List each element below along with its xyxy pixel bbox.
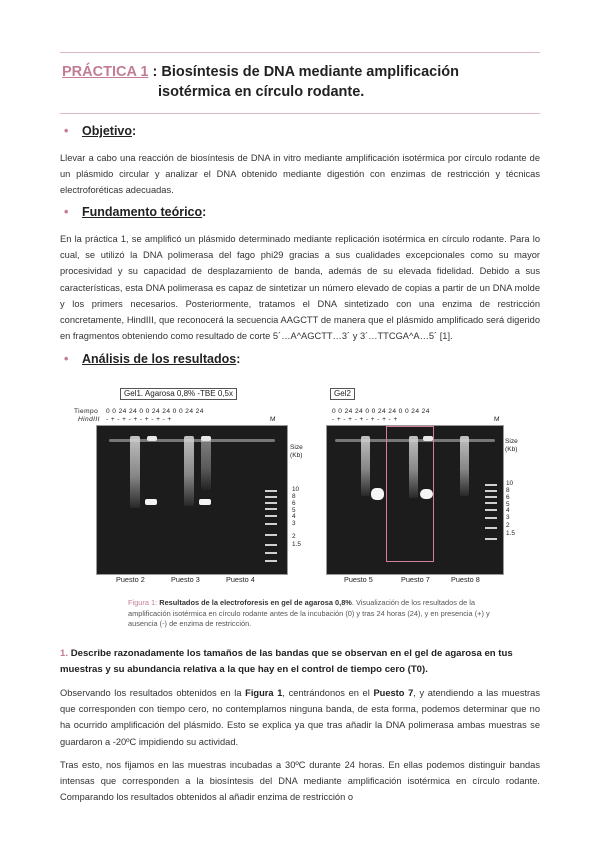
- gel1-ladder-band: [265, 523, 277, 525]
- analisis-title: Análisis de los resultados: [82, 352, 237, 366]
- question-1: [60, 646, 544, 678]
- gel1-ladder-band: [265, 560, 277, 562]
- gel2-band-p5-24: [361, 436, 370, 496]
- gel1-size-marker: 2: [292, 533, 296, 540]
- gel2-puesto: Puesto 7: [401, 575, 430, 584]
- gel1-ladder-band: [265, 534, 277, 536]
- gel1-size-marker: 1.5: [292, 541, 301, 548]
- gel1-band-p3-24: [184, 436, 194, 506]
- title-line-1: Biosíntesis de DNA mediante amplificación: [161, 64, 459, 80]
- bullet-icon: •: [64, 352, 69, 366]
- gel1-puesto: Puesto 3: [171, 575, 200, 584]
- gel1-ladder-band: [265, 515, 277, 517]
- gel1-ladder-band: [265, 490, 277, 492]
- gel1-enzyme-label: HindIII: [78, 416, 100, 423]
- gel1-size-marker: 6: [292, 500, 296, 507]
- gel1-band-p2-24: [130, 436, 140, 508]
- page-title: [62, 62, 542, 102]
- gel1-image: [96, 425, 288, 575]
- answer-paragraph-2: Tras esto, nos fijamos en las muestras incubadas a 30ºC durante 24 horas. En ellas podemos distinguir bandas intensas que corresponden a la biosíntesis del DNA mediante amplificación isotérmica en círculo rodante. Comparando los resultados obtenidos al añadir enzima de restricción o: [60, 760, 540, 803]
- gel2-size-marker: 2: [506, 522, 510, 529]
- bullet-icon: •: [64, 205, 69, 219]
- gel1-size-marker: 10: [292, 486, 300, 493]
- gel2-size-marker: 4: [506, 507, 510, 514]
- gel2-ladder-band: [485, 502, 497, 504]
- figure-caption: [128, 598, 518, 630]
- question-text: Describe razonadamente los tamaños de las bandas que se observan en el gel de agarosa en tus muestras y su abundancia relativa a la que hay en el control de tiempo cero (T0).: [60, 648, 513, 675]
- gel1-size-marker: 5: [292, 507, 296, 514]
- gel2-size-marker: 6: [506, 494, 510, 501]
- gel1-ladder-band: [265, 508, 277, 510]
- fundamento-title: Fundamento teórico: [82, 205, 203, 219]
- gel1-size-marker: 4: [292, 513, 296, 520]
- gel2-ladder-band: [485, 490, 497, 492]
- section-objetivo-heading: [64, 124, 136, 138]
- answer-paragraph-1: [60, 685, 540, 750]
- gel1-enzyme-values: - + - + - + - + - + - +: [106, 416, 172, 423]
- fundamento-text: En la práctica 1, se amplificó un plásmido determinado mediante replicación isotérmica en círculo rodante. Para lo cual, se utilizó la DNA polimerasa del fago phi29 gracias a sus cualidades excepcionales como su mayor procesividad y su capacidad de desplazamiento de banda, además de su elevada fidelidad. Debido a sus características, esta DNA polimerasa es capaz de sintetizar un número elevado de copias a partir de un DNA molde y los primers necesarios. Posteriormente, tratamos el DNA sintetizado con una enzima de restricción concretamente, HindIII, que reconocerá la secuencia AAGCTT de manera que el plásmido amplificado será digerido en fragmentos obteniendo como resultado de corte 5´…A^AGCTT…3´ y 3´…TTCGA^A…5´ [1].: [60, 234, 540, 342]
- gel1-ladder-band: [265, 496, 277, 498]
- title-line-2: isotérmica en círculo rodante.: [158, 84, 365, 100]
- title-rule: [60, 113, 540, 114]
- gel1-label: Gel1. Agarosa 0,8% -TBE 0,5x: [120, 388, 237, 400]
- gel2-ladder-band: [485, 496, 497, 498]
- objetivo-title: Objetivo: [82, 124, 133, 138]
- gel1-tiempo-values: 0 0 24 24 0 0 24 24 0 0 24 24: [106, 408, 204, 415]
- gel1-ladder-band: [265, 544, 277, 546]
- gel1-band-p2-fragment: [145, 499, 157, 505]
- answer-p1-end: , y atendiendo a las muestras que corresponden con tiempo cero, no contemplamos ninguna banda, de esta forma, podemos determinar que no ha ocurrido amplificación del plásmido. Esto se explica ya que tras añadir la DNA polimerasa ambas muestras se guardaron a -20ºC impidiendo su actividad.: [60, 688, 540, 747]
- gel1-size-marker: 8: [292, 493, 296, 500]
- gel2-tiempo-values: 0 0 24 24 0 0 24 24 0 0 24 24: [332, 408, 430, 415]
- caption-figure-label: Figura 1:: [128, 598, 158, 607]
- gel2-size-marker: 8: [506, 487, 510, 494]
- caption-bold: Resultados de la electroforesis en gel de agarosa 0,8%: [159, 598, 352, 607]
- gel2-size-marker: 3: [506, 514, 510, 521]
- fundamento-colon: :: [202, 205, 207, 219]
- gel1-band-p2-24-hind: [147, 436, 157, 441]
- gel2-size-marker: 10: [506, 480, 514, 487]
- gel2-band-p8-24: [460, 436, 469, 496]
- objetivo-text: Llevar a cabo una reacción de biosíntesis de DNA in vitro mediante amplificación isotérmica por círculo rodante de un plásmido circular y analizar el DNA obtenido mediante digestión con enzimas de restricción y técnicas electroforéticas adecuadas.: [60, 153, 540, 196]
- gel2-enzyme-values: - + - + - + - + - + - +: [332, 416, 398, 423]
- gel2-band-p5-fragment: [371, 488, 384, 500]
- gel1-puesto: Puesto 4: [226, 575, 255, 584]
- answer-p1-start: Observando los resultados obtenidos en la: [60, 688, 246, 698]
- gel2-label: Gel2: [330, 388, 355, 400]
- objetivo-colon: :: [132, 124, 137, 138]
- gel2-size-label: Size (Kb): [505, 438, 518, 453]
- practice-label: PRÁCTICA 1: [62, 64, 149, 80]
- question-number: 1.: [60, 648, 69, 659]
- gel1-size-marker: 3: [292, 520, 296, 527]
- title-separator: :: [148, 64, 162, 80]
- gel1-ladder-band: [265, 502, 277, 504]
- gel2-puesto: Puesto 5: [344, 575, 373, 584]
- answer-figure-ref: Figura 1: [245, 688, 283, 698]
- section-analisis-heading: [64, 352, 240, 366]
- puesto7-highlight-box: [386, 426, 434, 562]
- section-fundamento-heading: [64, 205, 206, 219]
- gel2-size-marker: 5: [506, 501, 510, 508]
- gel2-ladder-band: [485, 484, 497, 486]
- answer-puesto-ref: Puesto 7: [373, 688, 414, 698]
- gel1-tiempo-label: Tiempo: [74, 408, 99, 415]
- gel2-size-marker: 1.5: [506, 530, 515, 537]
- caption-text: . Visualización de los resultados de la amplificación isotérmica en círculo rodante antes de la incubación (0) y tras 24 horas (24), y en presencia (+) y ausencia (-) de enzima de restricción.: [128, 598, 490, 628]
- gel1-size-label: Size (Kb): [290, 444, 303, 459]
- top-rule: [60, 52, 540, 53]
- gel2-puesto: Puesto 8: [451, 575, 480, 584]
- gel2-ladder-band: [485, 517, 497, 519]
- bullet-icon: •: [64, 124, 69, 138]
- gel1-band-p3-24-hind-smear: [201, 440, 211, 490]
- gel2-ladder-band: [485, 538, 497, 540]
- gel1-band-p3-fragment: [199, 499, 211, 505]
- gel2-marker-label: M: [494, 416, 500, 423]
- analisis-colon: :: [236, 352, 241, 366]
- gel2-ladder-band: [485, 509, 497, 511]
- gel1-ladder-band: [265, 552, 277, 554]
- answer-p1-mid: , centrándonos en el: [282, 688, 374, 698]
- gel2-ladder-band: [485, 527, 497, 529]
- gel1-marker-label: M: [270, 416, 276, 423]
- gel1-puesto: Puesto 2: [116, 575, 145, 584]
